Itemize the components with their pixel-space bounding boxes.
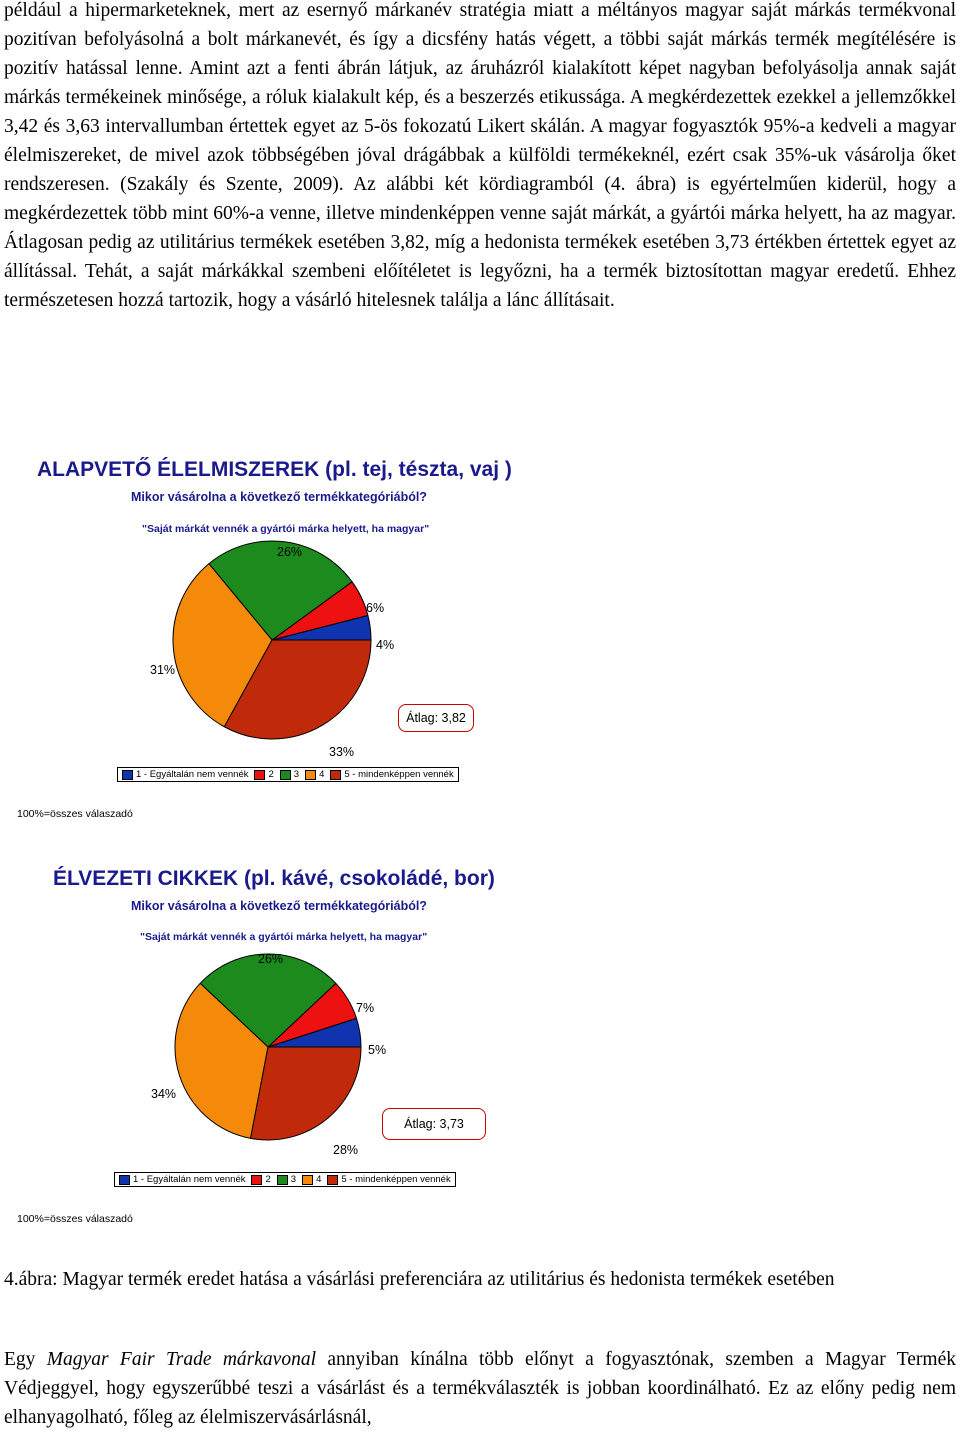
chart-1-average: Átlag: 3,82 <box>406 711 466 725</box>
legend-label-2: 2 <box>268 769 274 780</box>
chart-2-average-box <box>382 1108 486 1140</box>
legend-swatch-2 <box>251 1175 262 1185</box>
chart-1-label-31: 31% <box>150 663 176 677</box>
chart-1-label-6: 6% <box>366 601 385 615</box>
chart-2-note: 100%=összes válaszadó <box>17 1213 133 1225</box>
chart-2-question: "Saját márkát vennék a gyártói márka helyett, ha magyar" <box>140 931 428 943</box>
paragraph-2-start: Egy <box>4 1349 47 1370</box>
legend-label-1: 1 - Egyáltalán nem vennék <box>136 769 249 780</box>
legend-label-5: 5 - mindenképpen vennék <box>341 1174 451 1185</box>
chart-2-subtitle: Mikor vásárolna a következő termékkategóriából? <box>131 899 427 913</box>
figure-caption: 4.ábra: Magyar termék eredet hatása a vásárlási preferenciára az utilitárius és hedonista termékek esetében <box>4 1269 835 1290</box>
chart-2-title: ÉLVEZETI CIKKEK (pl. kávé, csokoládé, bor) <box>53 867 495 890</box>
chart-1-label-4: 4% <box>376 638 395 652</box>
chart-2-label-34: 34% <box>151 1087 177 1101</box>
legend-swatch-1 <box>119 1175 130 1185</box>
chart-1-label-26: 26% <box>277 545 303 559</box>
legend-label-3: 3 <box>290 1174 297 1185</box>
legend-label-5: 5 - mindenképpen vennék <box>344 769 454 780</box>
chart-1-note: 100%=összes válaszadó <box>17 808 133 820</box>
chart-2-legend <box>114 1172 456 1187</box>
chart-1-question: "Saját márkát vennék a gyártói márka helyett, ha magyar" <box>142 523 430 535</box>
paragraph-2-italic: Magyar Fair Trade márkavonal <box>46 1349 316 1370</box>
legend-swatch-5 <box>327 1175 338 1185</box>
paragraph-2-end: annyiban kínálna több előnyt a fogyasztónak, szemben a Magyar Termék Védjeggyel, hogy egyszerűbbé teszi a vásárlást és a termékválaszték is jobban koordinálható. Ez az előny pedig nem elhanyagolható, főleg az élelmiszervásárlásnál, <box>4 1349 956 1428</box>
chart-1-title: ALAPVETŐ ÉLELMISZEREK (pl. tej, tészta, vaj ) <box>37 458 512 481</box>
chart-2-label-5: 5% <box>368 1043 387 1057</box>
legend-label-4: 4 <box>316 1174 322 1185</box>
legend-label-4: 4 <box>319 769 325 780</box>
legend-swatch-3 <box>277 1175 288 1185</box>
body-paragraph-1: például a hipermarketeknek, mert az esernyő márkanév stratégia miatt a méltányos magyar saját márkás termékvonal pozitívan befolyásolná a bolt márkanevét, és így a dicsfény hatás végett, a többi saját márkás termék megítélésére is pozitív hatással lenne. Amint azt a fenti ábrán látjuk, az áruházról kialakított képet nagyban befolyásolja annak saját márkás termékeinek minősége, a róluk kialakult kép, és a beszerzés etikussága. A megkérdezettek ezekkel a jellemzőkkel 3,42 és 3,63 intervallumban értettek egyet az 5-ös fokozatú Likert skálán. A magyar fogyasztók 95%-a kedveli a magyar élelmiszereket, de mivel azok többségében jóval drágábbak a külföldi termékeknél, ezért csak 35%-uk vásárolja őket rendszeresen. (Szakály és Szente, 2009). Az alábbi két kördiagramból (4. ábra) is egyértelműen kiderül, hogy a megkérdezettek több mint 60%-a venne, illetve mindenképpen venne saját márkát, a gyártói márka helyett, ha az magyar. Átlagosan pedig az utilitárius termékek esetében 3,82, míg a hedonista termékek esetében 3,73 értékben értettek egyet az állítással. Tehát, a saját márkákkal szembeni előítéletet is legyőzni, ha a termék biztosítottan magyar eredetű. Ehhez természetesen hozzá tartozik, hogy a vásárló hitelesnek találja a lánc állításait. <box>4 0 956 311</box>
chart-1-label-33: 33% <box>329 745 355 759</box>
pie-slice-5 <box>251 1047 361 1140</box>
legend-label-3: 3 <box>293 769 300 780</box>
chart-2-label-28: 28% <box>333 1143 359 1157</box>
body-paragraph-2 <box>4 1345 956 1432</box>
chart-2-label-7: 7% <box>356 1001 375 1015</box>
chart-2-average: Átlag: 3,73 <box>404 1117 464 1131</box>
legend-label-1: 1 - Egyáltalán nem vennék <box>133 1174 246 1185</box>
chart-1-subtitle: Mikor vásárolna a következő termékkategóriából? <box>131 490 427 504</box>
legend-swatch-4 <box>302 1175 313 1185</box>
chart-2-label-26: 26% <box>258 952 284 966</box>
legend-label-2: 2 <box>265 1174 271 1185</box>
